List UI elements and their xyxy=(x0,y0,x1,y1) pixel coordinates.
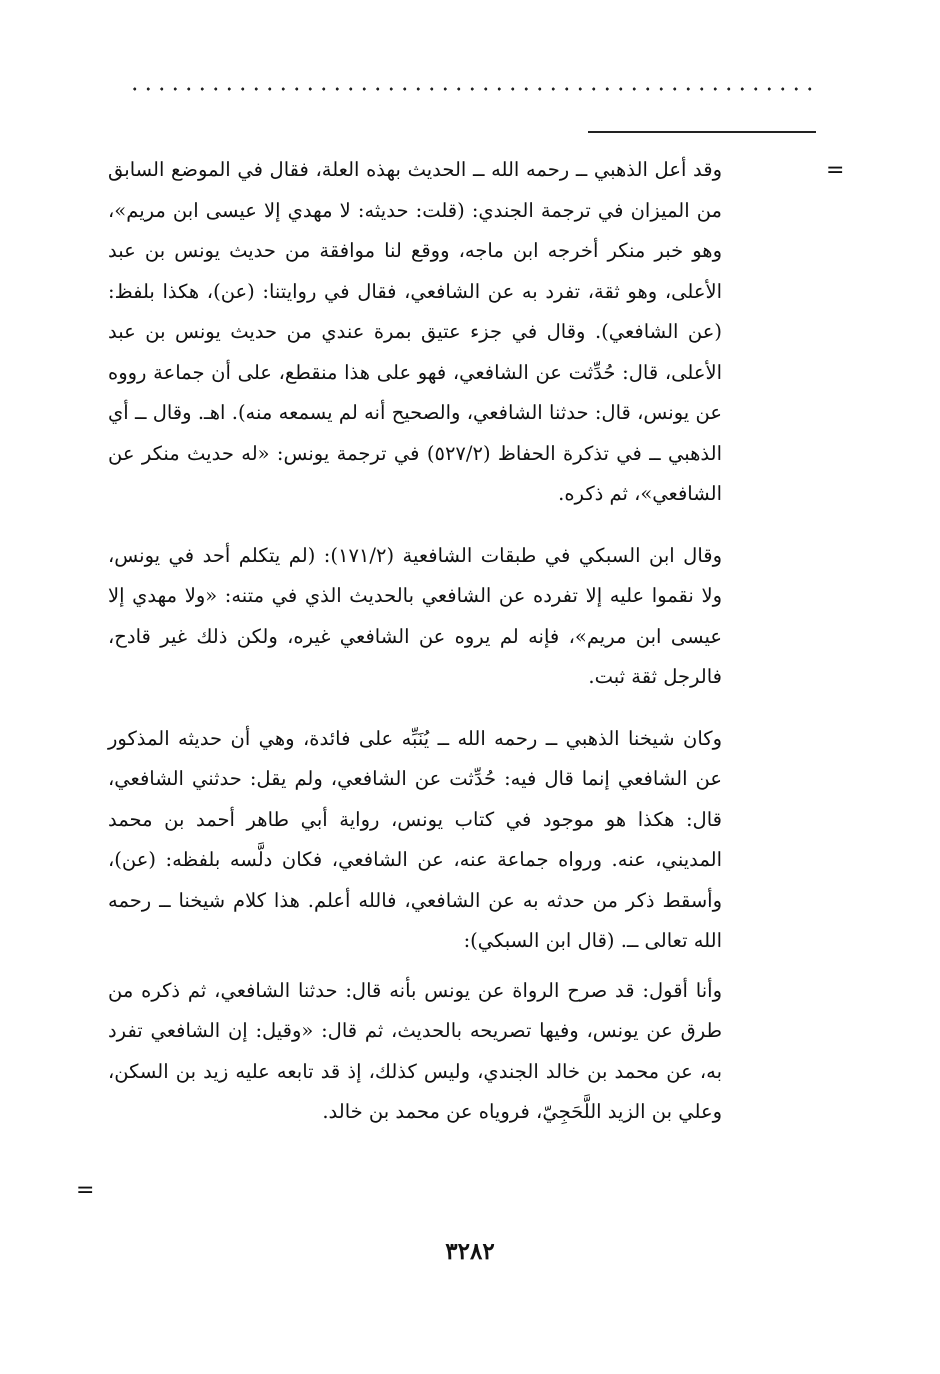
continuation-mark-bottom: = xyxy=(76,1178,95,1203)
paragraph-4: وأنا أقول: قد صرح الرواة عن يونس بأنه قال: حدثنا الشافعي، ثم ذكره من طرق عن يونس، وفيها تصريحه بالحديث، ثم قال: «وقيل: إن الشافعي تفرد به، عن محمد بن خالد الجندي، وليس كذلك، إذ قد تابعه عليه زيد بن السكن، وعلي بن الزيد اللَّحَجِيّ، فروياه عن محمد بن خالد. xyxy=(108,978,722,1123)
paragraph-2: وقال ابن السبكي في طبقات الشافعية (١٧١/٢): (لم يتكلم أحد في يونس، ولا نقموا عليه إلا تفرده عن الشافعي بالحديث الذي في متنه: «ولا مهدي إلا عيسى ابن مريم»، فإنه لم يروه عن الشافعي غيره، ولكن ذلك غير قادح، فالرجل ثقة ثبت. xyxy=(108,543,723,688)
page-number: ٣٢٨٢ xyxy=(445,1238,495,1265)
continuation-mark-top: = xyxy=(826,158,845,183)
footnote-text-block xyxy=(108,150,722,1133)
paragraph-1: وقد أعل الذهبي ــ رحمه الله ــ الحديث بهذه العلة، فقال في الموضع السابق من الميزان في ترجمة الجندي: (قلت: حديثه: لا مهدي إلا عيسى ابن مريم»، وهو خبر منكر أخرجه ابن ماجه، ووقع لنا موافقة من حديث يونس بن عبد الأعلى، وهو ثقة، تفرد به عن الشافعي، فقال في روايتنا: (عن)، هكذا بلفظ: (عن الشافعي). وقال في جزء عتيق بمرة عندي من حديث يونس بن عبد الأعلى، قال: حُدِّثت عن الشافعي، فهو على هذا منقطع، على أن جماعة رووه عن يونس، قال: حدثنا الشافعي، والصحيح أنه لم يسمعه منه). اهـ. وقال ــ أي الذهبي ــ في تذكرة الحفاظ (٥٢٧/٢) في ترجمة يونس: «له حديث منكر عن الشافعي»، ثم ذكره. xyxy=(108,158,722,505)
footnote-rule xyxy=(588,131,816,133)
dotted-separator xyxy=(128,86,818,92)
paragraph-3: وكان شيخنا الذهبي ــ رحمه الله ــ يُنَبِّه على فائدة، وهي أن حديثه المذكور عن الشافعي إنما قال فيه: حُدِّثت عن الشافعي، ولم يقل: حدثني الشافعي، قال: هكذا هو موجود في كتاب يونس، رواية أبي طاهر أحمد بن محمد المديني، عنه. ورواه جماعة عنه، عن الشافعي، فكان دلَّسه بلفظه: (عن)، وأسقط ذكر من حدثه به عن الشافعي، فالله أعلم. هذا كلام شيخنا ــ رحمه الله تعالى ــ. (قال ابن السبكي): xyxy=(108,726,722,952)
